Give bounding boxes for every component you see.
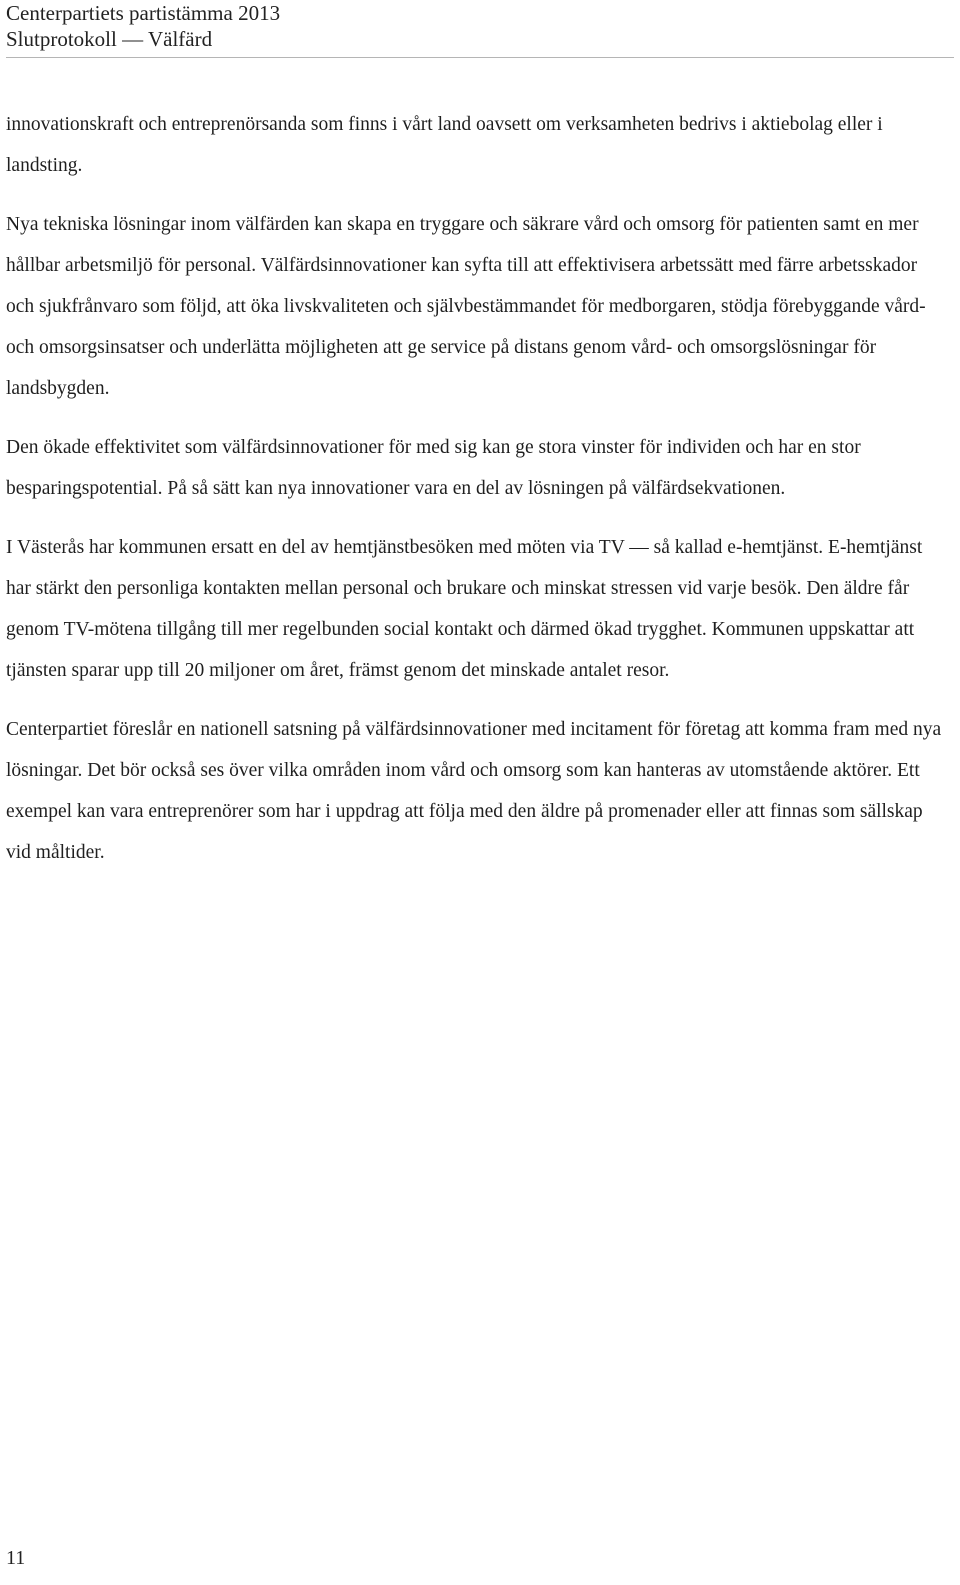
paragraph-proposal: Centerpartiet föreslår en nationell satsning på välfärdsinnovationer med incitament för företag att komma fram med nya lösningar. Det bör också ses över vilka områden inom vård och omsorg som kan hanteras av utomstående aktörer. Ett exempel kan vara entreprenörer som har i uppdrag att följa med den äldre på promenader eller att finnas som sällskap vid måltider. [6, 719, 942, 863]
paragraph-technical-solutions: Nya tekniska lösningar inom välfärden kan skapa en tryggare och säkrare vård och omsorg för patienten samt en mer hållbar arbetsmiljö för personal. Välfärdsinnovationer kan syfta till att effektivisera arbetssätt med färre arbetsskador och sjukfrånvaro som följd, att öka livskvaliteten och självbestämmandet för medborgaren, stödja förebyggande vård- och omsorgsinsatser och underlätta möjligheten att ge service på distans genom vård- och omsorgslösningar för landsbygden. [6, 214, 926, 399]
body-text [6, 104, 950, 873]
page-header [6, 0, 954, 58]
document-title: Centerpartiets partistämma 2013 [6, 1, 281, 25]
document-subtitle: Slutprotokoll — Välfärd [6, 27, 213, 51]
paragraph-vasteras-example: I Västerås har kommunen ersatt en del av hemtjänstbesöken med möten via TV — så kallad e-hemtjänst. E-hemtjänst har stärkt den personliga kontakten mellan personal och brukare och minskat stressen vid varje besök. Den äldre får genom TV-mötena tillgång till mer regelbunden social kontakt och därmed ökad trygghet. Kommunen uppskattar att tjänsten sparar upp till 20 miljoner om året, främst genom det minskade antalet resor. [6, 537, 923, 681]
page-number: 11 [6, 1547, 26, 1569]
paragraph-efficiency: Den ökade effektivitet som välfärdsinnovationer för med sig kan ge stora vinster för individen och har en stor besparingspotential. På så sätt kan nya innovationer vara en del av lösningen på välfärdsekvationen. [6, 437, 861, 499]
paragraph-innovation: innovationskraft och entreprenörsanda som finns i vårt land oavsett om verksamheten bedrivs i aktiebolag eller i landsting. [6, 114, 883, 176]
